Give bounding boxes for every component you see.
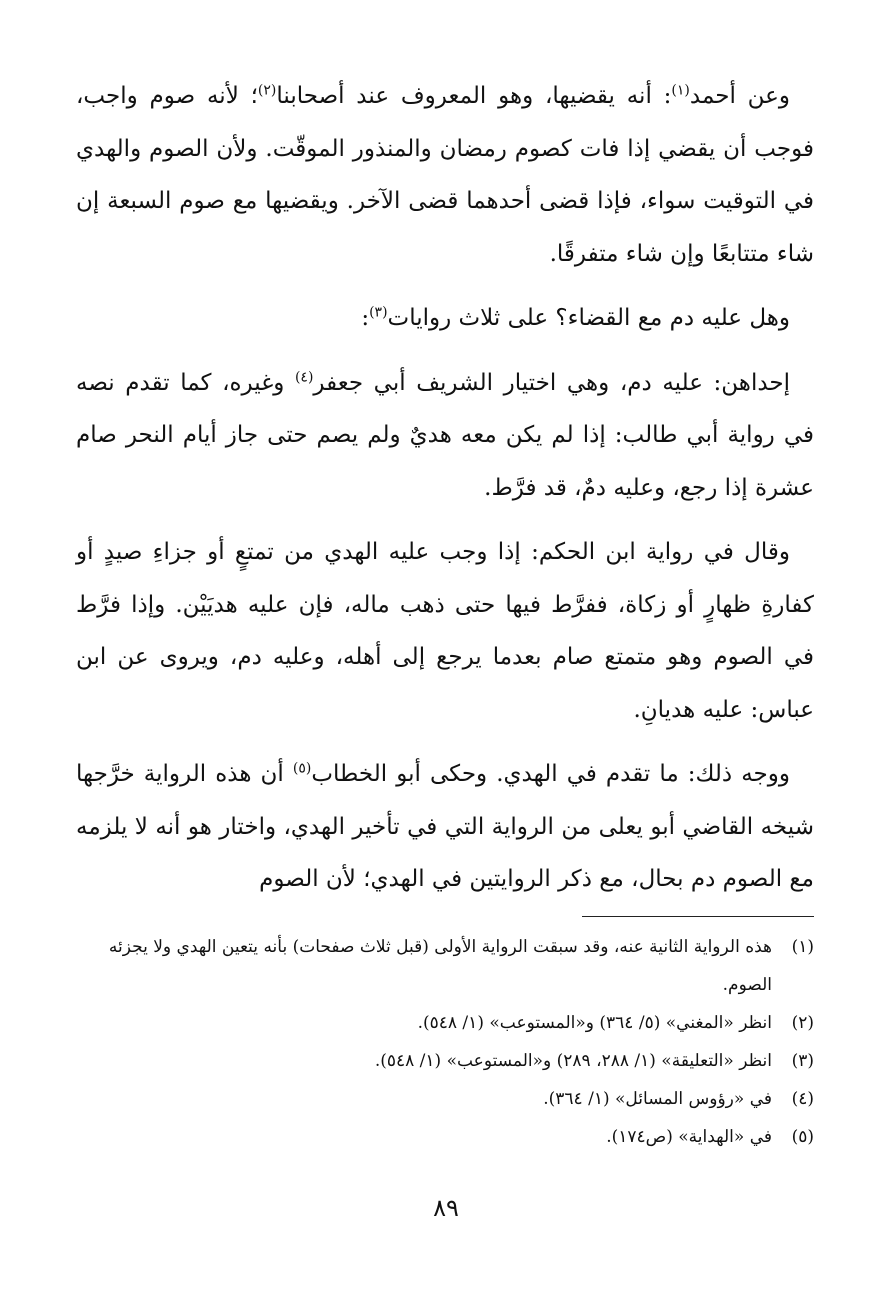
footnote-reference: (٥) — [292, 760, 312, 777]
paragraph-text: وقال في رواية ابن الحكم: إذا وجب عليه الهدي من تمتعٍ أو جزاءِ صيدٍ أو كفارةِ ظهارٍ أو زكاة، ففرَّط فيها حتى ذهب ماله، فإن عليه هديَيْن. وإذا فرَّط في الصوم وهو متمتع صام بعدما يرجع إلى أهله، وعليه دم، ويروى عن ابن عباس: عليه هديانِ. — [76, 539, 814, 723]
footnote-text: انظر «التعليقة» (١/ ٢٨٨، ٢٨٩) و«المستوعب» (١/ ٥٤٨). — [374, 1051, 772, 1071]
footnote-separator — [582, 916, 814, 917]
footnote-reference: (٣) — [369, 304, 388, 321]
paragraph-text: ؛ لأنه صوم واجب، فوجب أن يقضي إذا فات كصوم رمضان والمنذور الموقّت. ولأن الصوم والهدي في التوقيت سواء، فإذا قضى أحدهما قضى الآخر. ويقضيها مع صوم السبعة إن شاء متتابعًا وإن شاء متفرقًا. — [76, 83, 814, 267]
paragraph-text: أن هذه الرواية خرَّجها شيخه القاضي أبو يعلى من الرواية التي في تأخير الهدي، واختار هو أنه لا يلزمه مع الصوم دم بحال، مع ذكر الروايتين في الهدي؛ لأن الصوم — [76, 761, 814, 892]
footnote-number: (٣) — [791, 1051, 814, 1071]
footnote-number: (١) — [791, 937, 814, 957]
footnote-text: في «الهداية» (ص١٧٤). — [606, 1127, 772, 1147]
footnote-text: في «رؤوس المسائل» (١/ ٣٦٤). — [543, 1089, 772, 1109]
paragraph-text: : أنه يقضيها، وهو المعروف عند أصحابنا — [276, 83, 672, 109]
footnote — [74, 1080, 814, 1118]
body-paragraph — [76, 357, 814, 515]
paragraph-text: إحداهن: عليه دم، وهي اختيار الشريف أبي جعفر — [313, 369, 791, 396]
page-number: ٨٩ — [433, 1194, 459, 1222]
paragraph-text: وهل عليه دم مع القضاء؟ على ثلاث روايات — [387, 305, 790, 331]
footnote-number: (٤) — [791, 1089, 814, 1109]
footnote — [74, 1004, 814, 1042]
main-text — [76, 70, 814, 906]
footnotes-section — [74, 928, 814, 1156]
footnote-number: (٢) — [791, 1013, 814, 1033]
footnote-text: انظر «المغني» (٥/ ٣٦٤) و«المستوعب» (١/ ٥٤٨). — [417, 1013, 772, 1033]
footnote-text: هذه الرواية الثانية عنه، وقد سبقت الرواية الأولى (قبل ثلاث صفحات) بأنه يتعين الهدي ولا يجزئه الصوم. — [108, 937, 772, 995]
paragraph-text: : — [361, 305, 370, 331]
footnote — [74, 1042, 814, 1080]
body-paragraph — [76, 526, 814, 736]
footnote-reference: (٢) — [257, 82, 277, 99]
paragraph-text: ووجه ذلك: ما تقدم في الهدي. وحكى أبو الخطاب — [311, 761, 790, 787]
paragraph-text: وعن أحمد — [689, 83, 790, 109]
paragraph-text: وغيره، كما تقدم نصه في رواية أبي طالب: إذا لم يكن معه هديٌ ولم يصم حتى جاز أيام النحر صام عشرة إذا رجع، وعليه دمٌ، قد فرَّط. — [76, 369, 814, 501]
footnote — [74, 928, 814, 1004]
footnote — [74, 1118, 814, 1156]
body-paragraph — [76, 70, 814, 280]
footnote-reference: (٤) — [294, 368, 314, 385]
body-paragraph — [76, 748, 814, 906]
footnote-reference: (١) — [671, 82, 690, 99]
footnote-number: (٥) — [791, 1127, 814, 1147]
body-paragraph — [76, 292, 814, 345]
